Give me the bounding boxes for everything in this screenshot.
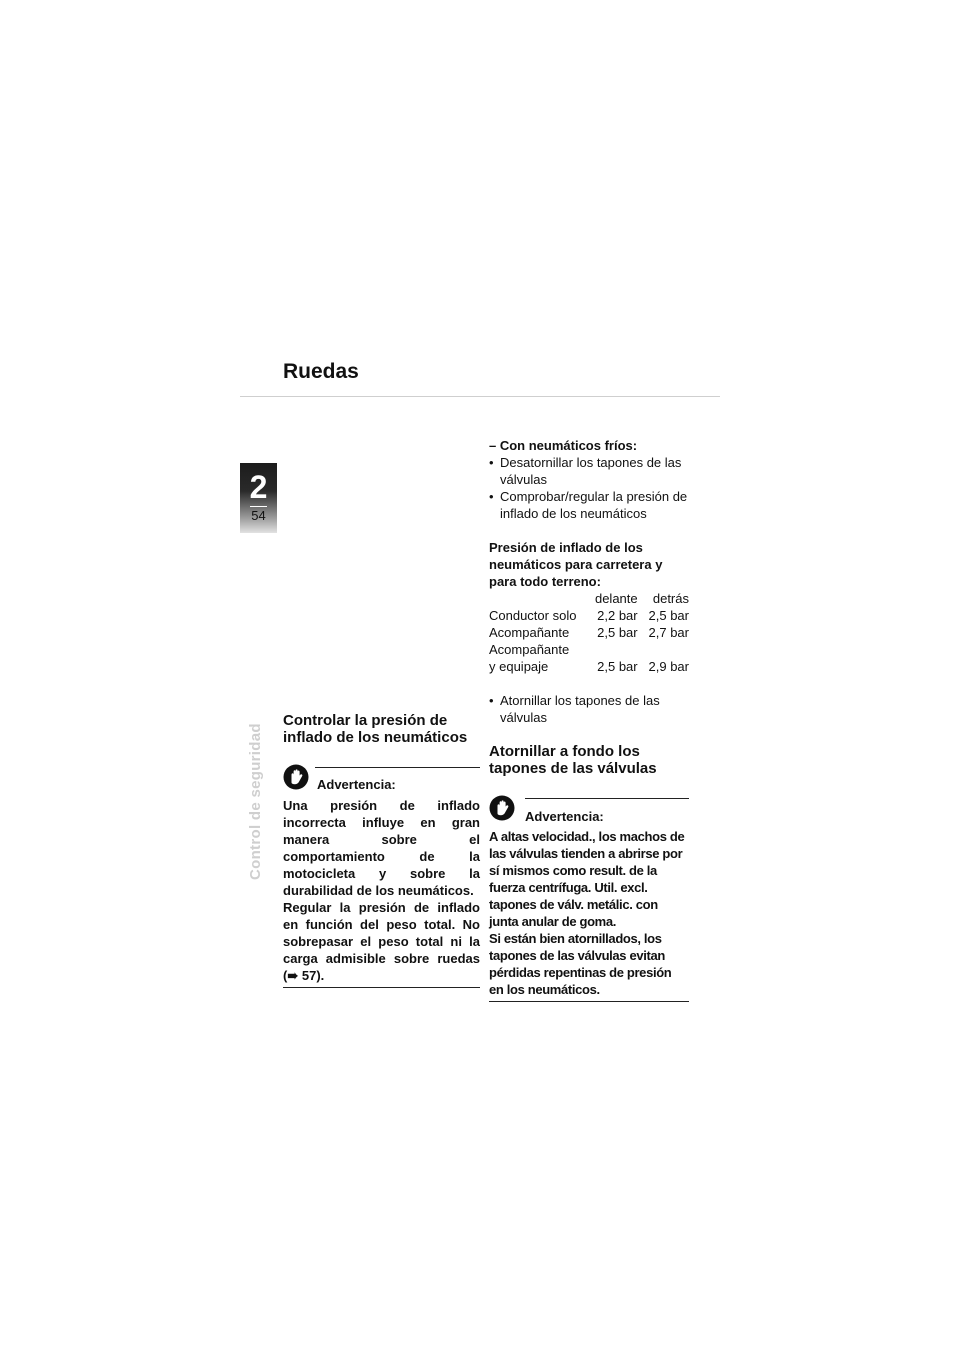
right-column [489, 437, 689, 1002]
table-header-row [489, 590, 689, 607]
rear-pressure: 2,5 bar [648, 608, 689, 623]
warning-header [283, 764, 480, 794]
warning-text: Una presión de inflado incorrecta influye en gran manera sobre el comportamiento de la motocicleta y sobre la durabilidad de los neumáticos. [283, 798, 480, 898]
warning-label: Advertencia: [317, 777, 396, 792]
hand-stop-icon [283, 764, 309, 790]
rear-pressure: 2,9 bar [648, 659, 689, 674]
warning-end-rule [283, 987, 480, 988]
warning-header [489, 795, 689, 825]
warning-text-2: Si están bien atornillados, los tapones de las válvulas evitan pérdidas repentinas de presión en los neumáticos. [489, 931, 672, 997]
column-header: delante [594, 591, 638, 606]
step-item: • Comprobar/regular la presión de inflado de los neumáticos [489, 489, 688, 521]
row-label: Conductor solo [489, 608, 577, 623]
left-column [283, 712, 480, 988]
warning-end-rule [489, 1001, 689, 1002]
pressure-heading: Presión de inflado de los neumáticos para carretera y para todo terreno: [489, 540, 663, 589]
page-title: Ruedas [283, 360, 359, 383]
chapter-side-label [248, 710, 268, 880]
title-divider [240, 396, 720, 397]
cold-tyres-label: – Con neumáticos fríos: [489, 438, 638, 453]
warning-rule [315, 767, 480, 768]
table-row [489, 624, 689, 641]
table-row [489, 641, 689, 658]
row-label: Acompañante [489, 642, 570, 657]
step-item: • Atornillar los tapones de las válvulas [489, 693, 660, 725]
pressure-table [489, 590, 689, 675]
warning-label: Advertencia: [525, 809, 604, 824]
warning-text: A altas velocidad., los machos de las válvulas tienden a abrirse por sí mismos como result. de la fuerza centrífuga. Util. excl. tapones de válv. metálic. con junta anular de goma. [489, 829, 685, 929]
page-ref-arrow-icon: ➠ [287, 968, 299, 983]
table-row [489, 607, 689, 624]
row-label: Acompañante [489, 625, 570, 640]
chapter-name: Control de seguridad [247, 723, 264, 880]
chapter-number: 2 [249, 469, 268, 505]
page-number: 54 [251, 508, 266, 523]
warning-rule [525, 798, 689, 799]
column-header: detrás [652, 591, 689, 606]
section-heading-valve-caps: Atornillar a fondo los tapones de las válvulas [489, 743, 657, 777]
front-pressure: 2,2 bar [597, 608, 638, 623]
warning-text-2: Regular la presión de inflado en función del peso total. No sobrepasar el peso total ni la carga admisible sobre ruedas (➠ 57). [283, 900, 480, 983]
table-row [489, 658, 689, 675]
chapter-tab-divider [250, 506, 267, 507]
hand-stop-icon [489, 795, 515, 821]
step-item: • Desatornillar los tapones de las válvulas [489, 455, 682, 487]
section-heading-pressure: Controlar la presión de inflado de los neumáticos [283, 712, 468, 746]
front-pressure: 2,5 bar [597, 625, 638, 640]
front-pressure: 2,5 bar [597, 659, 638, 674]
page-reference: 57). [298, 968, 325, 983]
row-label: y equipaje [489, 659, 549, 674]
rear-pressure: 2,7 bar [648, 625, 689, 640]
